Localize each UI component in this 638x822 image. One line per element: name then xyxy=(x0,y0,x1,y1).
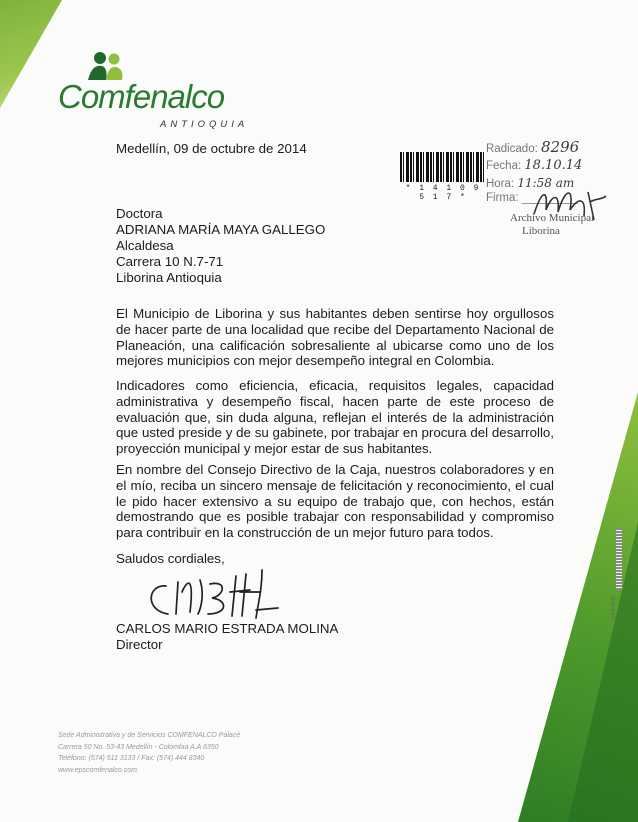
barcode xyxy=(400,152,486,202)
body-paragraph-1: El Municipio de Liborina y sus habitantes deben sentirse hoy orgullosos de hacer parte de una localidad que recibe del Departamento Nacional de Planeación, una calificación sobresaliente al ubicarse como uno de los mejores municipios con mejor desempeño integral en Colombia. xyxy=(116,306,554,369)
logo-wordmark: Comfenalco xyxy=(58,78,225,115)
green-corner-top-left xyxy=(0,0,62,108)
fecha-value: 18.10.14 xyxy=(524,158,583,173)
footer-line-3: Teléfono: (574) 511 3133 / Fax: (574) 444 8340 xyxy=(58,755,205,762)
logo-subtitle: ANTIOQUIA xyxy=(160,119,249,130)
radicado-label: Radicado: xyxy=(486,143,538,155)
signer-role: Director xyxy=(116,637,163,652)
recipient-salutation: Doctora xyxy=(116,206,163,221)
firma-label: Firma: xyxy=(486,192,519,204)
archive-line-1: Archivo Municipal xyxy=(510,212,595,224)
footer-line-2: Carrera 50 No. 53-43 Medellín - Colombia A.A 6350 xyxy=(58,743,219,751)
side-vigilado-barcode xyxy=(616,528,622,590)
hora-value: 11:58 am xyxy=(517,176,575,190)
stamp-fecha xyxy=(486,158,582,173)
signer-name: CARLOS MARIO ESTRADA MOLINA xyxy=(116,621,339,636)
footer-address xyxy=(58,730,240,776)
fecha-label: Fecha: xyxy=(486,160,522,172)
body-paragraph-2: Indicadores como eficiencia, eficacia, requisitos legales, capacidad administrativa y desempeño fiscal, hacen parte de este proceso de evaluación que, sin duda alguna, reflejan el interés de la administración que usted preside y de su gabinete, por trabajar en procura del desarrollo, proyección municipal y mejor estar de sus habitantes. xyxy=(116,378,554,457)
body-paragraph-3: En nombre del Consejo Directivo de la Caja, nuestros colaboradores y en el mío, reciba un sincero mensaje de felicitación y reconocimiento, el cual le pido hacer extensivo a su equipo de trabajo que, con hechos, están demostrando que es posible trabajar con responsabilidad y compromiso para contribuir en la construcción de un mejor futuro para todos. xyxy=(116,462,554,541)
date-line: Medellín, 09 de octubre de 2014 xyxy=(116,141,307,156)
radicado-value: 8296 xyxy=(541,138,580,156)
barcode-bars xyxy=(400,152,486,182)
handwritten-signature xyxy=(138,562,308,624)
recipient-name: ADRIANA MARÍA MAYA GALLEGO xyxy=(116,222,326,237)
stamp-radicado xyxy=(486,138,579,156)
hora-label: Hora: xyxy=(486,178,515,190)
footer-line-4: www.epscomfenalco.com xyxy=(58,766,137,774)
recipient-title: Alcaldesa xyxy=(116,238,174,253)
recipient-city: Liborina Antioquia xyxy=(116,270,222,285)
reception-stamp xyxy=(484,134,614,244)
barcode-number: * 1 4 1 0 9 5 1 7 * xyxy=(405,184,481,202)
closing-line: Saludos cordiales, xyxy=(116,551,225,566)
footer-line-1: Sede Administrativa y de Servicios COMFENALCO Palacé xyxy=(58,732,241,739)
comfenalco-logo xyxy=(58,62,258,138)
archive-line-2: Liborina xyxy=(522,225,560,237)
recipient-address: Carrera 10 N.7-71 xyxy=(116,254,224,269)
side-vigilado-text: VIGILADO xyxy=(611,596,617,620)
archive-stamp xyxy=(510,212,594,238)
